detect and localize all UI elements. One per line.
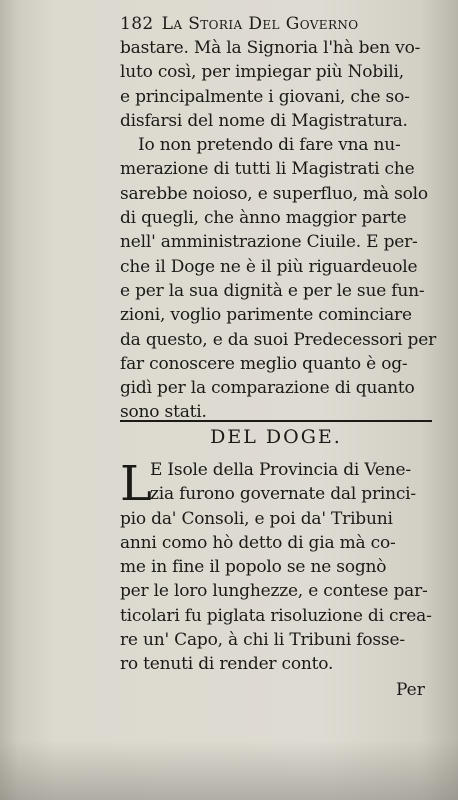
body-line: da questo, e da suoi Predecessori per bbox=[120, 329, 437, 350]
body-line: che il Doge ne è il più riguardeuole bbox=[120, 256, 418, 277]
section-line: pio da' Consoli, e poi da' Tribuni bbox=[120, 508, 393, 529]
body-line: luto così, per impiegar più Nobili, bbox=[120, 62, 404, 83]
body-line: sono stati. bbox=[120, 402, 207, 423]
running-title: La Storia Del Governo bbox=[161, 14, 359, 34]
body-line: merazione di tutti li Magistrati che bbox=[120, 159, 415, 180]
body-line: e principalmente i giovani, che so- bbox=[120, 86, 410, 107]
section-line: per le loro lunghezze, e contese par- bbox=[120, 581, 428, 602]
catchword: Per bbox=[396, 680, 425, 700]
section-line: re un' Capo, à chi li Tribuni fosse- bbox=[120, 630, 405, 651]
section-line: anni como hò detto di gia mà co- bbox=[120, 532, 396, 553]
body-line: disfarsi del nome di Magistratura. bbox=[120, 110, 408, 131]
section-line: ticolari fu piglata risoluzione di crea- bbox=[120, 605, 432, 626]
section-line: E Isole della Provincia di Vene- bbox=[150, 460, 411, 480]
section-divider-rule bbox=[120, 420, 432, 422]
body-line: nell' amministrazione Ciuile. E per- bbox=[120, 232, 418, 253]
section-title: DEL DOGE. bbox=[210, 426, 342, 448]
section-text-block bbox=[120, 458, 432, 677]
body-line: far conoscere meglio quanto è og- bbox=[120, 353, 408, 374]
body-line: sarebbe noioso, e superfluo, mà solo bbox=[120, 183, 428, 204]
body-line: Io non pretendo di fare vna nu- bbox=[138, 135, 401, 156]
body-line: zioni, voglio parimente cominciare bbox=[120, 305, 412, 326]
body-line: bastare. Mà la Signoria l'hà ben vo- bbox=[120, 38, 421, 58]
body-line: gidì per la comparazione di quanto bbox=[120, 378, 415, 399]
body-line: di quegli, che ànno maggior parte bbox=[120, 208, 407, 229]
section-line: zia furono governate dal princi- bbox=[150, 484, 416, 505]
section-line: me in fine il popolo se ne sognò bbox=[120, 557, 387, 578]
running-header bbox=[120, 12, 432, 36]
page-number: 182 bbox=[120, 14, 154, 34]
body-line: e per la sua dignità e per le sue fun- bbox=[120, 280, 425, 301]
main-text-block bbox=[120, 12, 437, 425]
section-line: ro tenuti di render conto. bbox=[120, 654, 334, 675]
drop-cap: L bbox=[120, 456, 152, 512]
